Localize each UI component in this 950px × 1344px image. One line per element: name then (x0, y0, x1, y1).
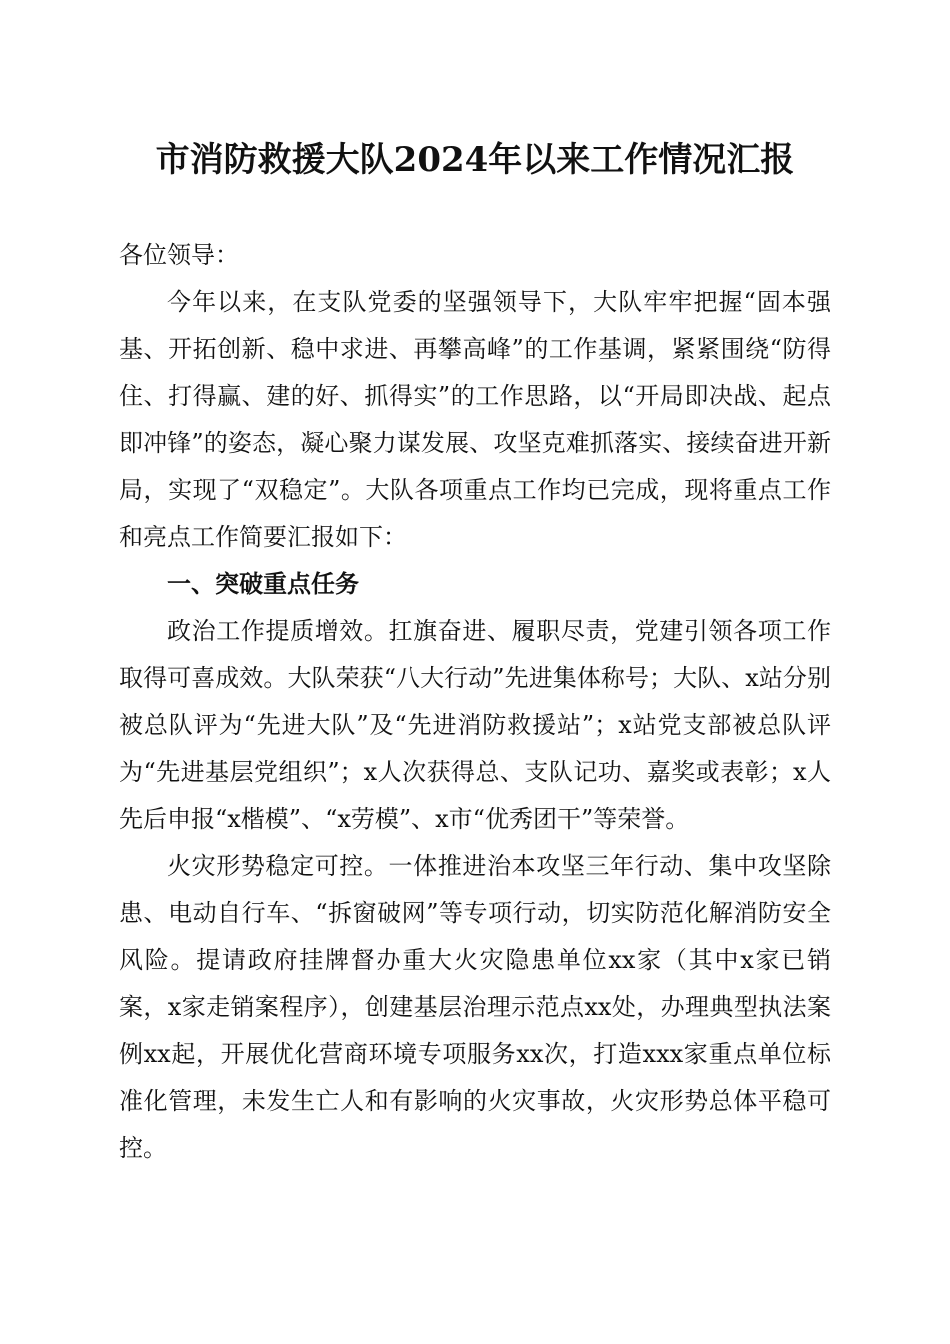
intro-paragraph: 今年以来，在支队党委的坚强领导下，大队牢牢把握“固本强基、开拓创新、稳中求进、再攀高峰”的工作基调，紧紧围绕“防得住、打得赢、建的好、抓得实”的工作思路，以“开局即决战、起点即冲锋”的姿态，凝心聚力谋发展、攻坚克难抓落实、接续奋进开新局，实现了“双稳定”。大队各项重点工作均已完成，现将重点工作和亮点工作简要汇报如下： (119, 288, 831, 551)
salutation: 各位领导： (119, 241, 239, 269)
document-body (119, 232, 831, 1172)
section-heading-1: 一、突破重点任务 (167, 570, 359, 598)
political-work-paragraph: 政治工作提质增效。扛旗奋进、履职尽责，党建引领各项工作取得可喜成效。大队荣获“八大行动”先进集体称号；大队、x站分别被总队评为“先进大队”及“先进消防救援站”；x站党支部被总队评为“先进基层党组织”；x人次获得总、支队记功、嘉奖或表彰；x人先后申报“x楷模”、“x劳模”、x市“优秀团干”等荣誉。 (119, 617, 831, 833)
document-title: 市消防救援大队2024年以来工作情况汇报 (155, 140, 795, 180)
fire-situation-paragraph: 火灾形势稳定可控。一体推进治本攻坚三年行动、集中攻坚除患、电动自行车、“拆窗破网”等专项行动，切实防范化解消防安全风险。提请政府挂牌督办重大火灾隐患单位xx家（其中x家已销案，x家走销案程序），创建基层治理示范点xx处，办理典型执法案例xx起，开展优化营商环境专项服务xx次，打造xxx家重点单位标准化管理，未发生亡人和有影响的火灾事故，火灾形势总体平稳可控。 (119, 852, 831, 1162)
